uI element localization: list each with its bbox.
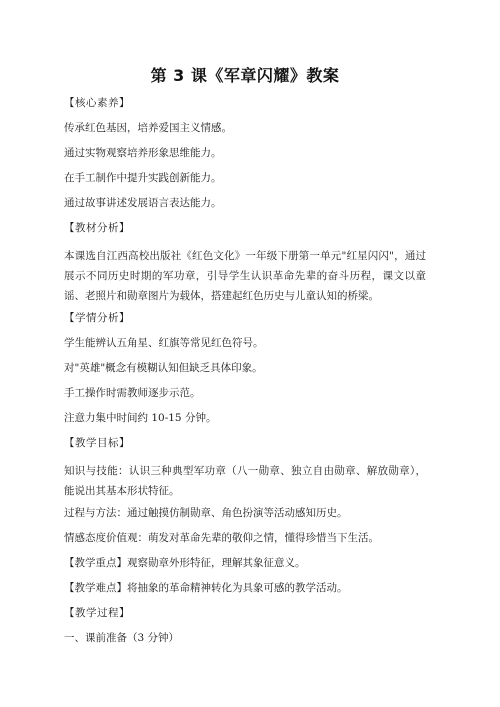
core-literacy-line-3: 在手工制作中提升实践创新能力。 [64,172,222,184]
section-heading-teaching-process: 【教学过程】 [64,607,130,619]
learner-analysis-line-3: 手工操作时需教师逐步示范。 [64,387,201,399]
core-literacy-line-2: 通过实物观察培养形象思维能力。 [64,147,222,159]
core-literacy-line-4: 通过故事讲述发展语言表达能力。 [64,197,222,209]
section-heading-textbook-analysis: 【教材分析】 [64,222,130,234]
core-literacy-line-1: 传承红色基因，培养爱国主义情感。 [64,122,232,134]
teaching-key-point: 【教学重点】观察勋章外形特征，理解其象征意义。 [64,557,306,569]
section-heading-core-literacy: 【核心素养】 [64,97,130,109]
section-heading-teaching-goals: 【教学目标】 [64,437,130,449]
learner-analysis-line-4: 注意力集中时间约 10-15 分钟。 [64,412,217,424]
teaching-goals-knowledge: 知识与技能：认识三种典型军功章（八一勋章、独立自由勋章、解放勋章），能说出其基本形状特征。 [64,465,426,497]
page-title: 第 3 课《军章闪耀》教案 [150,66,340,85]
textbook-analysis-paragraph: 本课选自江西高校出版社《红色文化》一年级下册第一单元"红星闪闪"，通过展示不同历史时期的军功章，引导学生认识革命先辈的奋斗历程，课文以童谣、老照片和勋章图片为载体，搭建起红色历史与儿童认知的桥梁。 [64,250,426,302]
teaching-difficulty: 【教学难点】将抽象的革命精神转化为具象可感的教学活动。 [64,582,348,594]
teaching-goals-process: 过程与方法：通过触摸仿制勋章、角色扮演等活动感知历史。 [64,507,348,519]
document-body [64,96,426,645]
section-heading-learner-analysis: 【学情分析】 [64,312,130,324]
learner-analysis-line-2: 对"英雄"概念有模糊认知但缺乏具体印象。 [64,362,263,374]
teaching-goals-emotion: 情感态度价值观：萌发对革命先辈的敬仰之情，懂得珍惜当下生活。 [64,532,379,544]
teaching-process-step-1: 一、课前准备（3 分钟） [64,632,180,644]
learner-analysis-line-1: 学生能辨认五角星、红旗等常见红色符号。 [64,337,264,349]
